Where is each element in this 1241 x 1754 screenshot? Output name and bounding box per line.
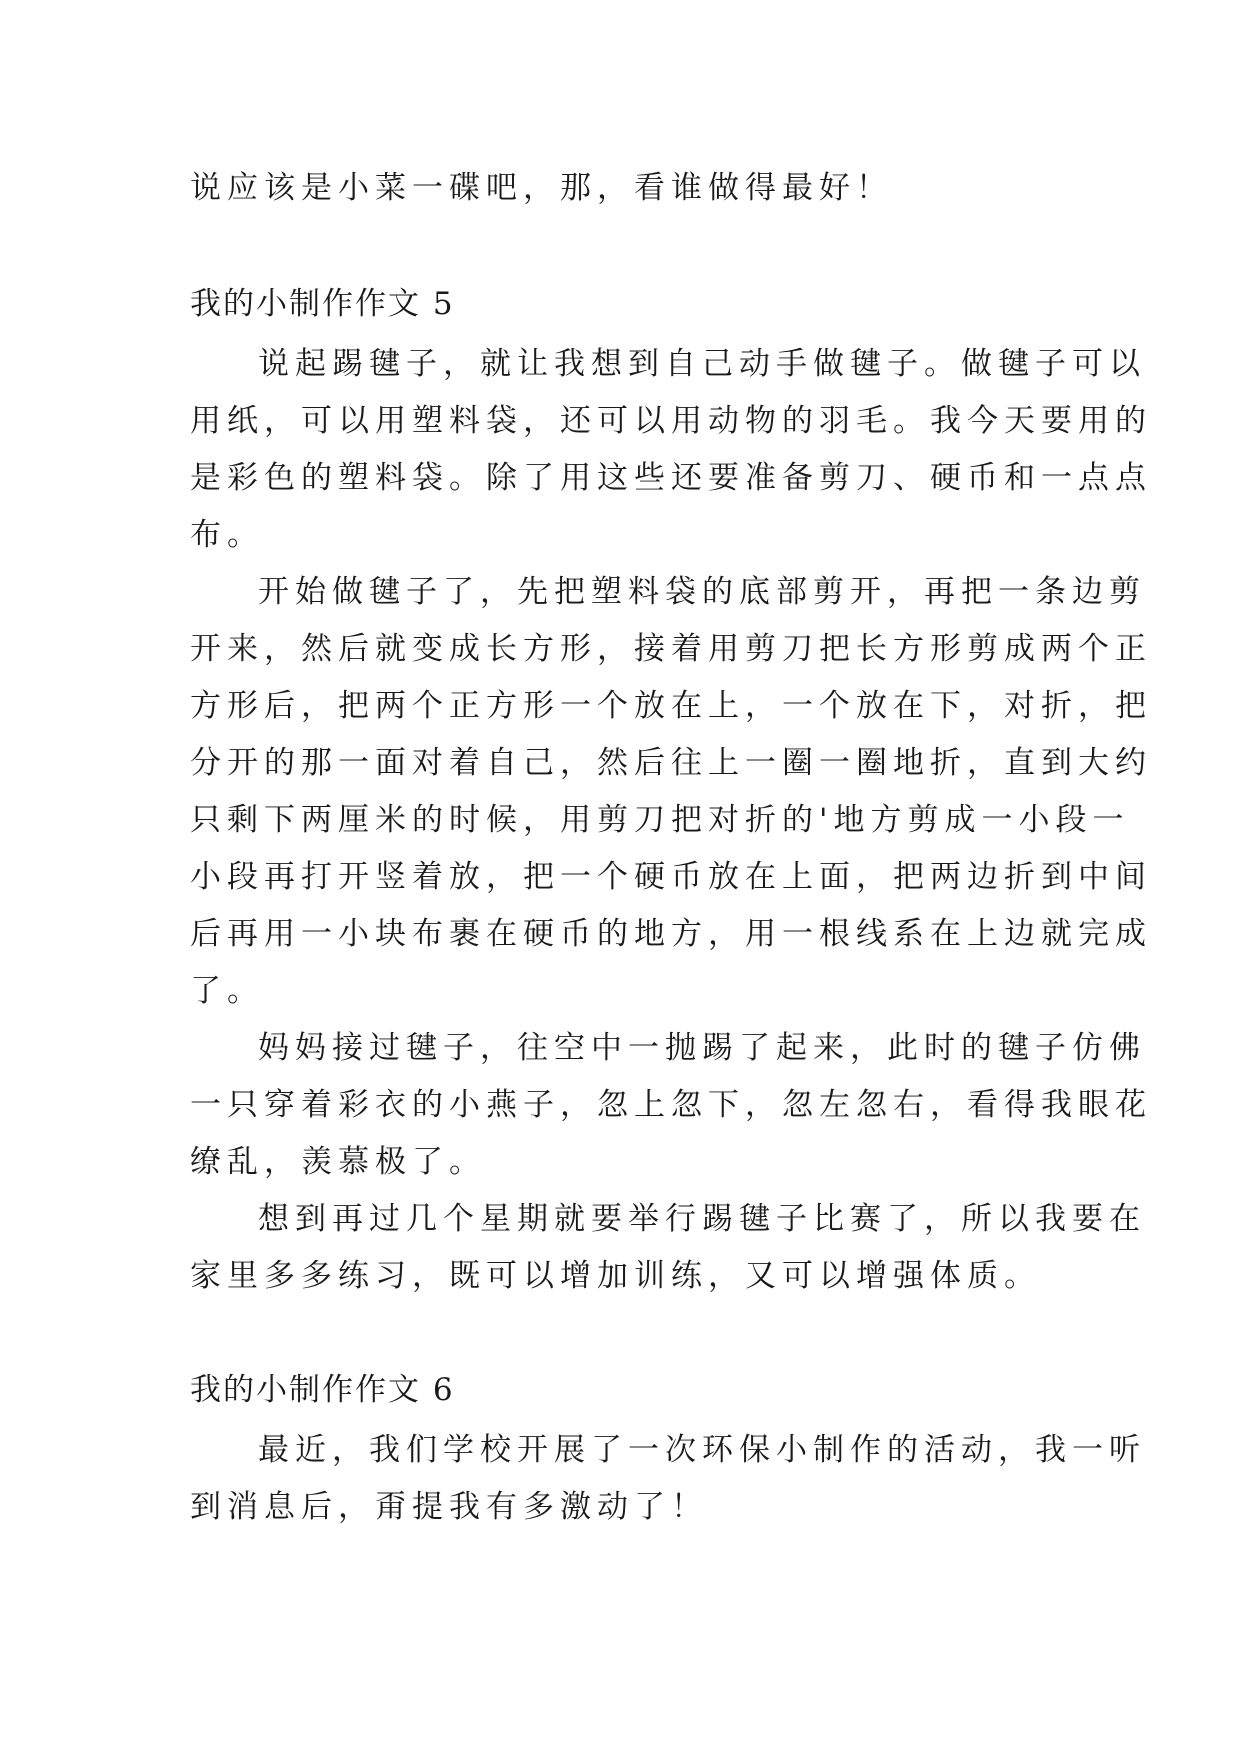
paragraph-line: 用纸，可以用塑料袋，还可以用动物的羽毛。我今天要用的: [190, 403, 1152, 439]
paragraph-line: 开始做毽子了，先把塑料袋的底部剪开，再把一条边剪: [258, 574, 1146, 610]
paragraph-line: 分开的那一面对着自己，然后往上一圈一圈地折，直到大约: [190, 745, 1152, 781]
paragraph-line: 是彩色的塑料袋。除了用这些还要准备剪刀、硬币和一点点: [190, 460, 1152, 496]
paragraph-line: 方形后，把两个正方形一个放在上，一个放在下，对折，把: [190, 688, 1152, 724]
paragraph-line: 想到再过几个星期就要举行踢毽子比赛了，所以我要在: [258, 1201, 1146, 1237]
paragraph-line: 妈妈接过毽子，往空中一抛踢了起来，此时的毽子仿佛: [258, 1030, 1146, 1066]
paragraph-line: 只剩下两厘米的时候，用剪刀把对折的'地方剪成一小段一: [190, 802, 1130, 838]
paragraph-line: 后再用一小块布裹在硬币的地方，用一根线系在上边就完成: [190, 916, 1152, 952]
paragraph-line: 了。: [190, 973, 264, 1009]
paragraph-line: 一只穿着彩衣的小燕子，忽上忽下，忽左忽右，看得我眼花: [190, 1087, 1152, 1123]
section-title-6: 我的小制作作文 6: [190, 1372, 455, 1408]
section-title-5: 我的小制作作文 5: [190, 286, 455, 322]
paragraph-line: 缭乱，羡慕极了。: [190, 1144, 486, 1180]
paragraph-line: 到消息后，甭提我有多激动了！: [190, 1489, 708, 1525]
paragraph-line: 家里多多练习，既可以增加训练，又可以增强体质。: [190, 1258, 1041, 1294]
paragraph-line: 开来，然后就变成长方形，接着用剪刀把长方形剪成两个正: [190, 631, 1152, 667]
paragraph-line: 说起踢毽子，就让我想到自己动手做毽子。做毽子可以: [258, 346, 1146, 382]
paragraph-line: 布。: [190, 517, 264, 553]
continuation-text: 说应该是小菜一碟吧，那，看谁做得最好！: [190, 170, 893, 206]
paragraph-line: 最近，我们学校开展了一次环保小制作的活动，我一听: [258, 1432, 1146, 1468]
paragraph-line: 小段再打开竖着放，把一个硬币放在上面，把两边折到中间: [190, 859, 1152, 895]
